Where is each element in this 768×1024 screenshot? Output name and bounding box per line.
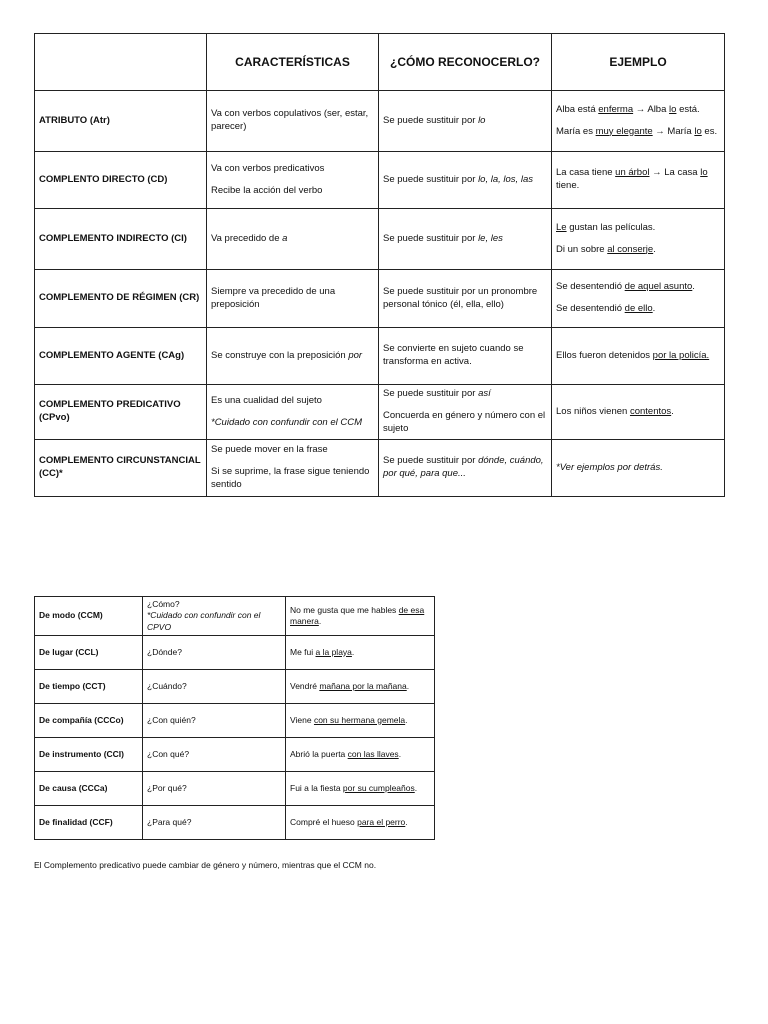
ex-underlined: al conserje <box>607 243 654 255</box>
ex-underlined: a la playa <box>315 646 352 657</box>
ex-underlined: de ello <box>624 303 653 314</box>
rec-text: Se puede sustituir por <box>383 455 479 467</box>
row-caracteristicas <box>207 440 379 497</box>
ex-underlined: para el perro <box>357 816 406 827</box>
rec-text: Se puede sustituir por <box>383 388 479 400</box>
rec-text: Concuerda en género y número con el sujeto <box>383 410 546 434</box>
rec-text: Se puede sustituir por <box>383 114 479 126</box>
row-reconocerlo <box>379 152 552 209</box>
rec-text: Se convierte en sujeto cuando se transforma en activa. <box>383 343 524 367</box>
circumstantial-table <box>34 596 435 840</box>
cc-example <box>286 597 435 636</box>
ex-text: . <box>318 616 322 626</box>
example-line <box>556 167 720 193</box>
char-text: Va precedido de <box>211 232 283 244</box>
ex-underlined: de aquel asunto <box>624 281 693 293</box>
ex-text: . <box>653 243 656 255</box>
row-ejemplo <box>552 209 725 270</box>
ex-text: . <box>414 782 418 793</box>
ex-text: Se desentendió <box>556 281 625 293</box>
ex-text: Vendré <box>290 680 320 691</box>
example-line <box>556 126 720 139</box>
row-reconocerlo <box>379 91 552 152</box>
char-text: Es una cualidad del sujeto <box>211 394 322 406</box>
ex-italic: *Ver ejemplos por detrás. <box>556 461 663 473</box>
example-line <box>556 281 720 294</box>
ex-text: . <box>652 303 656 314</box>
cc-example <box>286 772 435 806</box>
ex-text: gustan las películas. <box>566 221 656 233</box>
char-italic: por <box>348 349 363 361</box>
ex-underlined: contentos <box>629 405 672 417</box>
cc-question-note: *Cuidado con confundir con el CPVO <box>147 610 261 632</box>
rec-italic: lo, la, los, las <box>478 173 533 185</box>
row-caracteristicas <box>207 152 379 209</box>
row-name: COMPLEMENTO INDIRECTO (CI) <box>35 209 207 270</box>
cc-label: De modo (CCM) <box>35 597 143 636</box>
row-caracteristicas <box>207 91 379 152</box>
header-ejemplo: EJEMPLO <box>552 34 725 91</box>
ex-text: Ellos fueron detenidos <box>556 349 653 361</box>
ex-underlined: lo <box>694 125 702 137</box>
header-empty <box>35 34 207 91</box>
ex-text: La casa tiene <box>556 167 616 179</box>
row-name: COMPLEMENTO DE RÉGIMEN (CR) <box>35 270 207 328</box>
table-row <box>35 328 725 385</box>
ex-text: Los niños vienen <box>556 405 630 417</box>
row-name: COMPLENTO DIRECTO (CD) <box>35 152 207 209</box>
ex-text: → Alba <box>633 103 670 115</box>
cc-label: De instrumento (CCI) <box>35 738 143 772</box>
table-row <box>35 670 435 704</box>
example-line <box>556 222 720 235</box>
cc-label: De tiempo (CCT) <box>35 670 143 704</box>
ex-text: . <box>405 816 408 827</box>
row-name: ATRIBUTO (Atr) <box>35 91 207 152</box>
char-text: Se puede mover en la frase <box>211 444 328 456</box>
table-row <box>35 440 725 497</box>
ex-text: . <box>351 646 355 657</box>
cc-question: ¿Dónde? <box>143 636 286 670</box>
rec-line <box>383 388 547 401</box>
ex-underlined: muy elegante <box>595 125 653 137</box>
char-text: Se construye con la preposición <box>211 349 349 361</box>
row-reconocerlo <box>379 440 552 497</box>
ex-text: Se desentendió <box>556 303 625 314</box>
ex-text: Alba está <box>556 103 599 115</box>
cc-question: ¿Con quién? <box>143 704 286 738</box>
row-ejemplo <box>552 270 725 328</box>
row-ejemplo <box>552 91 725 152</box>
row-reconocerlo <box>379 209 552 270</box>
table-row <box>35 209 725 270</box>
example-line <box>556 303 720 316</box>
row-ejemplo <box>552 385 725 440</box>
table-row <box>35 270 725 328</box>
ex-text: Abrió la puerta <box>290 748 348 759</box>
ex-underlined: con las llaves <box>347 748 399 759</box>
row-caracteristicas <box>207 209 379 270</box>
cc-example <box>286 738 435 772</box>
table-row <box>35 597 435 636</box>
cc-example <box>286 670 435 704</box>
ex-text: María es <box>556 125 596 137</box>
row-ejemplo <box>552 328 725 385</box>
example-line <box>556 104 720 117</box>
row-name: COMPLEMENTO AGENTE (CAg) <box>35 328 207 385</box>
complements-table <box>34 33 725 497</box>
ex-text: tiene. <box>556 180 580 191</box>
char-italic: *Cuidado con confundir con el CCM <box>211 416 363 428</box>
char-text: Va con verbos copulativos (ser, estar, parecer) <box>211 108 369 132</box>
ex-text: es. <box>701 125 718 137</box>
example-line <box>556 244 720 257</box>
table-row <box>35 772 435 806</box>
cc-example <box>286 636 435 670</box>
table-row <box>35 91 725 152</box>
row-caracteristicas <box>207 270 379 328</box>
ex-text: Fui a la fiesta <box>290 782 343 793</box>
cc-label: De finalidad (CCF) <box>35 806 143 840</box>
row-name: COMPLEMENTO PREDICATIVO (CPvo) <box>35 385 207 440</box>
table-row <box>35 704 435 738</box>
header-caracteristicas: CARACTERÍSTICAS <box>207 34 379 91</box>
ex-underlined: mañana por la mañana <box>319 680 407 691</box>
ex-underlined: enferma <box>598 103 634 115</box>
ex-text: No me gusta que me hables <box>290 604 399 615</box>
row-name: COMPLEMENTO CIRCUNSTANCIAL (CC)* <box>35 440 207 497</box>
rec-italic: dónde, cuándo, por qué, para que... <box>383 455 544 479</box>
rec-italic: así <box>478 388 491 400</box>
example-line <box>556 406 720 419</box>
ex-underlined: con su hermana gemela <box>313 714 406 725</box>
rec-italic: lo <box>478 114 486 126</box>
cc-question: ¿Para qué? <box>143 806 286 840</box>
ex-text: . <box>405 714 408 725</box>
cc-question: ¿Cuándo? <box>143 670 286 704</box>
cc-label: De compañía (CCCo) <box>35 704 143 738</box>
header-row <box>35 34 725 91</box>
ex-text: Di un sobre <box>556 243 608 255</box>
cc-question: ¿Por qué? <box>143 772 286 806</box>
ex-text: → La casa <box>649 167 701 179</box>
ex-text: está. <box>676 103 700 115</box>
row-ejemplo <box>552 152 725 209</box>
rec-text: Se puede sustituir por un pronombre personal tónico (él, ella, ello) <box>383 285 538 310</box>
row-caracteristicas <box>207 328 379 385</box>
cc-label: De lugar (CCL) <box>35 636 143 670</box>
table-row <box>35 806 435 840</box>
ex-text: Me fui <box>290 646 316 657</box>
row-reconocerlo <box>379 385 552 440</box>
ex-text: . <box>692 281 695 293</box>
ex-text: Compré el hueso <box>290 816 358 827</box>
ex-underlined: de esa manera <box>290 604 425 626</box>
ex-text: . <box>398 748 402 759</box>
ex-underlined: lo <box>669 103 677 115</box>
cc-question: ¿Con qué? <box>143 738 286 772</box>
char-text: Siempre va precedido de una preposición <box>211 285 336 310</box>
cc-example <box>286 704 435 738</box>
row-caracteristicas <box>207 385 379 440</box>
cc-question <box>143 597 286 636</box>
rec-italic: le, les <box>478 232 503 244</box>
ex-text: → María <box>652 125 695 137</box>
table-row <box>35 152 725 209</box>
ex-text: . <box>671 405 674 417</box>
char-text: Si se suprime, la frase sigue teniendo sentido <box>211 466 370 490</box>
cc-question-text: ¿Cómo? <box>147 598 180 609</box>
rec-text: Se puede sustituir por <box>383 232 479 244</box>
table-row <box>35 738 435 772</box>
example-line <box>556 350 720 363</box>
table-row <box>35 636 435 670</box>
ex-text: . <box>406 680 410 691</box>
ex-text: Viene <box>290 714 314 725</box>
char-italic: a <box>282 232 288 244</box>
char-text: Recibe la acción del verbo <box>211 184 323 196</box>
cc-label: De causa (CCCa) <box>35 772 143 806</box>
row-ejemplo <box>552 440 725 497</box>
rec-text: Se puede sustituir por <box>383 173 479 185</box>
ex-underlined: por la policía. <box>652 349 710 361</box>
row-reconocerlo <box>379 328 552 385</box>
row-reconocerlo <box>379 270 552 328</box>
char-text: Va con verbos predicativos <box>211 162 325 174</box>
header-como-reconocerlo: ¿CÓMO RECONOCERLO? <box>379 34 552 91</box>
cc-example <box>286 806 435 840</box>
ex-underlined: lo <box>700 167 708 179</box>
ex-underlined: por su cumpleaños <box>342 782 415 793</box>
footnote: El Complemento predicativo puede cambiar de género y número, mientras que el CCM no. <box>34 860 377 870</box>
ex-underlined: un árbol <box>615 167 650 179</box>
table-row <box>35 385 725 440</box>
ex-underlined: Le <box>556 221 567 233</box>
